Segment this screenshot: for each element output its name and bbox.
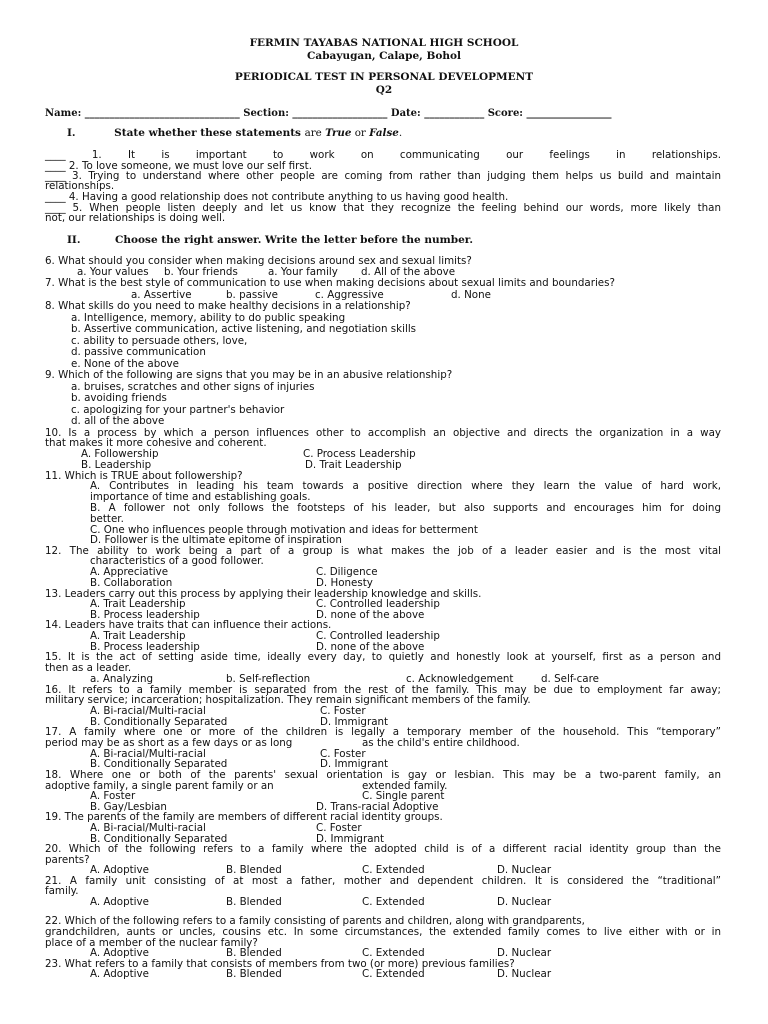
tf-item-5-cont: not, our relationships is doing well.: [45, 212, 226, 224]
q16-option-b: B. Conditionally Separated: [90, 716, 228, 728]
q13-option-b: B. Process leadership: [90, 609, 200, 621]
q19-option-b: B. Conditionally Separated: [90, 833, 228, 845]
section-2-title: Choose the right answer. Write the letter before the number.: [115, 234, 474, 246]
section-1-title-end: .: [398, 127, 403, 139]
q11-option-d: D. Follower is the ultimate epitome of inspiration: [90, 534, 342, 546]
section-1-title-a: State whether these statements: [114, 127, 305, 139]
q23-option-b: B. Blended: [226, 968, 282, 980]
question-19: 19. The parents of the family are members of different racial identity groups.: [45, 811, 443, 823]
q21-option-d: D. Nuclear: [497, 896, 552, 908]
q8-option-c: c. ability to persuade others, love,: [71, 335, 248, 347]
q6-option-a: a. Your values: [77, 266, 149, 278]
q20-option-c: C. Extended: [362, 864, 425, 876]
q14-option-d: D. none of the above: [316, 641, 425, 653]
question-13: 13. Leaders carry out this process by applying their leadership knowledge and skills.: [45, 588, 482, 600]
q20-option-a: A. Adoptive: [90, 864, 149, 876]
q17-option-a: A. Bi-racial/Multi-racial: [90, 748, 206, 760]
section-1-heading: [67, 128, 402, 139]
question-8: 8. What skills do you need to make healthy decisions in a relationship?: [45, 300, 411, 312]
q10-option-c: C. Process Leadership: [303, 448, 416, 460]
q6-option-d: d. All of the above: [361, 266, 456, 278]
tf-item-1: ____ 1. It is important to work on communicating our feelings in relationships.: [45, 149, 721, 161]
q22-option-d: D. Nuclear: [497, 947, 552, 959]
question-22: 22. Which of the following refers to a family consisting of parents and children, along with grandparents,: [45, 915, 585, 927]
q11-option-b: B. A follower not only follows the footsteps of his leader, but also supports and encourages him for doing: [90, 502, 721, 514]
question-21-cont: family.: [45, 885, 79, 897]
q17-option-d: D. Immigrant: [320, 758, 389, 770]
q9-option-b: b. avoiding friends: [71, 392, 167, 404]
question-14: 14. Leaders have traits that can influence their actions.: [45, 619, 332, 631]
q12-option-b: B. Collaboration: [90, 577, 173, 589]
question-10-cont: that makes it more cohesive and coherent.: [45, 437, 267, 449]
q22-option-a: A. Adoptive: [90, 947, 149, 959]
question-11: 11. Which is TRUE about followership?: [45, 470, 243, 482]
q14-option-a: A. Trait Leadership: [90, 630, 186, 642]
school-address: Cabayugan, Calape, Bohol: [307, 50, 461, 62]
section-1-title-true: True: [325, 127, 352, 139]
q9-option-a: a. bruises, scratches and other signs of injuries: [71, 381, 315, 393]
school-name: FERMIN TAYABAS NATIONAL HIGH SCHOOL: [249, 37, 519, 49]
q7-option-d: d. None: [451, 289, 491, 301]
q21-option-b: B. Blended: [226, 896, 282, 908]
q9-option-d: d. all of the above: [71, 415, 165, 427]
q18-option-b: B. Gay/Lesbian: [90, 801, 167, 813]
question-7: 7. What is the best style of communication to use when making decisions about sexual limits and boundaries?: [45, 277, 615, 289]
q15-option-a: a. Analyzing: [90, 673, 154, 685]
section-2-number: II.: [67, 234, 81, 246]
question-21: 21. A family unit consisting of at most a father, mother and dependent children. It is considered the “traditional”: [45, 875, 721, 887]
q8-option-d: d. passive communication: [71, 346, 206, 358]
question-18: 18. Where one or both of the parents' sexual orientation is gay or lesbian. This may be a two-parent family, an: [45, 769, 721, 781]
q21-option-c: C. Extended: [362, 896, 425, 908]
q11-option-c: C. One who influences people through motivation and ideas for betterment: [90, 524, 478, 536]
question-17-cont-b: as the child's entire childhood.: [362, 737, 520, 749]
q10-option-d: D. Trait Leadership: [305, 459, 402, 471]
q7-option-c: c. Aggressive: [315, 289, 384, 301]
q15-option-d: d. Self-care: [541, 673, 599, 685]
section-1-title-b: are: [304, 127, 326, 139]
q11-option-a: A. Contributes in leading his team towards a positive direction where they learn the value of hard work,: [90, 480, 721, 492]
section-1-title-false: False: [369, 127, 399, 139]
question-12-cont: characteristics of a good follower.: [90, 555, 264, 567]
question-16: 16. It refers to a family member is separated from the rest of the family. This may be due to employment far away;: [45, 684, 721, 696]
q21-option-a: A. Adoptive: [90, 896, 149, 908]
question-15-cont: then as a leader.: [45, 662, 132, 674]
question-20: 20. Which of the following refers to a family where the adopted child is of a different racial identity group than the: [45, 843, 721, 855]
q11-option-b-cont: better.: [90, 513, 124, 525]
question-10: 10. Is a process by which a person influences other to accomplish an objective and directs the organization in a way: [45, 427, 721, 439]
q10-option-a: A. Followership: [81, 448, 159, 460]
question-18-cont-b: extended family.: [362, 780, 448, 792]
q7-option-a: a. Assertive: [131, 289, 192, 301]
section-1-number: I.: [67, 127, 76, 139]
tf-item-4: ____ 4. Having a good relationship does not contribute anything to us having good health.: [45, 191, 509, 203]
q13-option-d: D. none of the above: [316, 609, 425, 621]
q16-option-d: D. Immigrant: [320, 716, 389, 728]
q20-option-d: D. Nuclear: [497, 864, 552, 876]
q19-option-c: C. Foster: [316, 822, 362, 834]
q11-option-a-cont: importance of time and establishing goals.: [90, 491, 311, 503]
q7-option-b: b. passive: [226, 289, 278, 301]
q23-option-a: A. Adoptive: [90, 968, 149, 980]
q9-option-c: c. apologizing for your partner's behavior: [71, 404, 285, 416]
q23-option-c: C. Extended: [362, 968, 425, 980]
question-17-cont-a: period may be as short as a few days or as long: [45, 737, 293, 749]
question-22-cont-a: grandchildren, aunts or uncles, cousins etc. In some circumstances, the extended family comes to live either with or in: [45, 926, 721, 938]
question-18-cont-a: adoptive family, a single parent family or an: [45, 780, 274, 792]
q22-option-c: C. Extended: [362, 947, 425, 959]
question-6: 6. What should you consider when making decisions around sex and sexual limits?: [45, 255, 472, 267]
q13-option-a: A. Trait Leadership: [90, 598, 186, 610]
q22-option-b: B. Blended: [226, 947, 282, 959]
tf-item-2: ____ 2. To love someone, we must love our self first.: [45, 160, 312, 172]
q6-option-c: a. Your family: [268, 266, 338, 278]
q8-option-a: a. Intelligence, memory, ability to do public speaking: [71, 312, 346, 324]
q17-option-b: B. Conditionally Separated: [90, 758, 228, 770]
q15-option-b: b. Self-reflection: [226, 673, 311, 685]
q23-option-d: D. Nuclear: [497, 968, 552, 980]
q12-option-d: D. Honesty: [316, 577, 373, 589]
quarter-label: Q2: [375, 84, 393, 96]
q19-option-d: D. Immigrant: [316, 833, 385, 845]
tf-item-3-cont: relationships.: [45, 180, 115, 192]
q14-option-b: B. Process leadership: [90, 641, 200, 653]
question-20-cont: parents?: [45, 854, 90, 866]
q16-option-c: C. Foster: [320, 705, 366, 717]
q6-option-b: b. Your friends: [164, 266, 238, 278]
section-1-title-or: or: [351, 127, 370, 139]
q16-option-a: A. Bi-racial/Multi-racial: [90, 705, 206, 717]
section-2-heading: [67, 235, 473, 246]
q8-option-b: b. Assertive communication, active listening, and negotiation skills: [71, 323, 417, 335]
question-22-cont-b: place of a member of the nuclear family?: [45, 937, 258, 949]
q15-option-c: c. Acknowledgement: [406, 673, 514, 685]
student-info-line: Name: _______________________________ Section: ___________________ Date: ____________ Score: _________________: [45, 108, 612, 119]
q18-option-c: C. Single parent: [362, 790, 445, 802]
q13-option-c: C. Controlled leadership: [316, 598, 440, 610]
q20-option-b: B. Blended: [226, 864, 282, 876]
question-23: 23. What refers to a family that consists of members from two (or more) previous families?: [45, 958, 515, 970]
q12-option-c: C. Diligence: [316, 566, 378, 578]
q18-option-d: D. Trans-racial Adoptive: [316, 801, 439, 813]
q18-option-a: A. Foster: [90, 790, 136, 802]
tf-item-3: ____ 3. Trying to understand where other people are coming from rather than judging them helps us build and maintain: [45, 170, 721, 182]
question-17: 17. A family where one or more of the children is legally a temporary member of the household. This “temporary”: [45, 726, 721, 738]
question-12: 12. The ability to work being a part of a group is what makes the job of a leader easier and is the most vital: [45, 545, 721, 557]
question-9: 9. Which of the following are signs that you may be in an abusive relationship?: [45, 369, 453, 381]
question-15: 15. It is the act of setting aside time, ideally every day, to quietly and honestly look at yourself, first as a person and: [45, 651, 721, 663]
test-title: PERIODICAL TEST IN PERSONAL DEVELOPMENT: [234, 71, 534, 83]
q14-option-c: C. Controlled leadership: [316, 630, 440, 642]
q10-option-b: B. Leadership: [81, 459, 152, 471]
q19-option-a: A. Bi-racial/Multi-racial: [90, 822, 206, 834]
q8-option-e: e. None of the above: [71, 358, 179, 370]
question-16-cont: military service; incarceration; hospitalization. They remain significant members of the family.: [45, 694, 531, 706]
tf-item-5: ____ 5. When people listen deeply and let us know that they recognize the feeling behind our words, more likely than: [45, 202, 721, 214]
q17-option-c: C. Foster: [320, 748, 366, 760]
q12-option-a: A. Appreciative: [90, 566, 169, 578]
